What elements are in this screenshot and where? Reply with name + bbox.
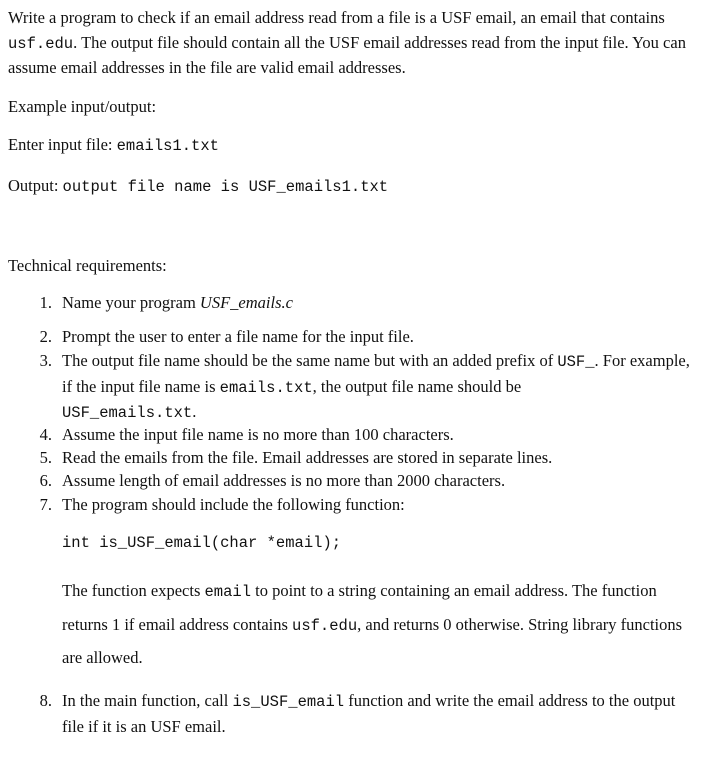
- requirement-text-cont: . For example, if the input file name is: [62, 351, 690, 396]
- function-description: [62, 575, 702, 675]
- intro-text-1: Write a program to check if an email address read from a file is a USF email, an email that contains: [8, 8, 665, 27]
- requirement-1: [34, 291, 694, 315]
- code-input-filename: emails.txt: [219, 378, 313, 397]
- intro-code-usf-edu: usf.edu: [8, 34, 74, 53]
- requirement-number: 6.: [39, 471, 52, 490]
- requirement-number: 3.: [39, 351, 52, 370]
- requirement-number: 2.: [39, 327, 52, 346]
- requirement-3: [34, 349, 694, 426]
- code-output-filename: USF_emails.txt: [62, 404, 193, 422]
- requirement-text: Assume the input file name is no more than 100 characters.: [62, 425, 454, 444]
- tech-heading: Technical requirements:: [8, 256, 167, 275]
- requirement-text: The program should include the following function:: [62, 495, 405, 514]
- requirement-number: 5.: [39, 448, 52, 467]
- code-email-param: email: [204, 583, 252, 601]
- example-output-value: output file name is USF_emails1.txt: [62, 178, 389, 196]
- code-prefix: USF_: [557, 353, 595, 371]
- requirement-text: The output file name should be the same name but with an added prefix of: [62, 351, 558, 370]
- requirement-text: Name your program: [62, 293, 200, 312]
- requirement-2: [34, 325, 694, 349]
- example-input-value: emails1.txt: [116, 137, 219, 155]
- requirement-6: [34, 469, 694, 493]
- example-input-line: [8, 133, 219, 158]
- intro-paragraph: [8, 6, 708, 81]
- code-function-name: is_USF_email: [232, 693, 345, 711]
- code-usf-edu: usf.edu: [292, 616, 358, 635]
- function-desc-text-cont: to point to a string containing an email address. The function returns 1 if email address contains: [62, 581, 657, 634]
- example-input-label: Enter input file:: [8, 135, 117, 154]
- requirement-number: 1.: [39, 293, 52, 312]
- requirement-text: Assume length of email addresses is no more than 2000 characters.: [62, 471, 506, 490]
- requirement-text-cont: , the output file name should be: [312, 376, 522, 396]
- requirement-text: Read the emails from the file. Email addresses are stored in separate lines.: [62, 448, 553, 467]
- requirement-text: In the main function, call: [62, 691, 233, 710]
- requirement-text: Prompt the user to enter a file name for the input file.: [62, 327, 414, 346]
- requirement-4: [34, 423, 694, 447]
- example-output-line: [8, 174, 388, 199]
- requirement-8: [34, 689, 694, 739]
- function-desc-text-end: , and returns 0 otherwise. String library functions are allowed.: [62, 614, 683, 667]
- requirement-number: 8.: [39, 691, 52, 710]
- requirement-text-cont: function and write the email address to the output file if it is an USF email.: [62, 691, 676, 736]
- requirement-number: 7.: [39, 495, 52, 514]
- function-desc-text: The function expects: [62, 581, 205, 600]
- requirement-5: [34, 446, 694, 470]
- program-filename: USF_emails.c: [199, 293, 293, 312]
- requirement-number: 4.: [39, 425, 52, 444]
- example-output-label: Output:: [8, 176, 63, 195]
- requirement-7: [34, 493, 694, 517]
- requirement-text-end: .: [192, 402, 197, 421]
- function-signature: int is_USF_email(char *email);: [62, 534, 342, 552]
- intro-text-2: . The output file should contain all the USF email addresses read from the input file. You can assume email addresses in the file are valid email addresses.: [8, 32, 686, 77]
- example-heading: Example input/output:: [8, 97, 157, 116]
